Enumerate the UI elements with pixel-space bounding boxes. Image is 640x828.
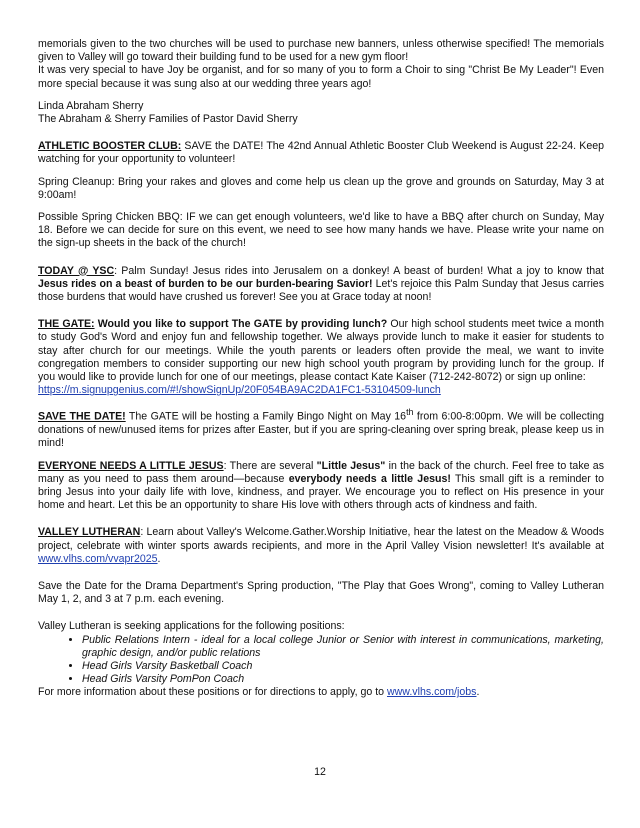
little-jesus-text-1: : There are several <box>223 459 317 472</box>
save-the-date-paragraph <box>38 406 604 450</box>
the-gate-text: Our high school students meet twice a month to study God's Word and enjoy fun and fellowship together. We always provide lunch to make it easier for students to stay after church for our meetings. While the youth parents or leaders often provide the meal, we want to invite congregation members to consider supporting our new high school youth program by providing lunch for the group. If you would like to provide lunch for one of our meetings, please contact Kate Kaiser (712-242-8072) or sign up online: <box>38 318 605 384</box>
drama-paragraph: Save the Date for the Drama Department's Spring production, "The Play that Goes Wrong", coming to Valley Lutheran May 1, 2, and 3 at 7 p.m. each evening. <box>38 580 604 606</box>
little-jesus-text-2: in the back of the church. Feel free to take as many as you need to pass them around—because <box>38 459 604 485</box>
position-item: • Public Relations Intern - ideal for a local college Junior or Senior with interest in communications, marketing, graphic design, and/or public relations <box>82 634 604 660</box>
ysc-paragraph <box>38 265 604 305</box>
signup-genius-link[interactable]: https://m.signupgenius.com/#!/showSignUp/20F054BA9AC2DA1FC1-53104509-lunch <box>38 384 441 397</box>
newsletter-page <box>38 38 604 700</box>
chicken-bbq-paragraph: Possible Spring Chicken BBQ: IF we can get enough volunteers, we'd like to have a BBQ after church on Sunday, May 18. Before we can decide for sure on this event, we need to see how many hands we have. Please write your name on the sign-up sheets in the back of the church! <box>38 211 604 250</box>
save-the-date-text-2: from 6:00-8:00pm. We will be collecting donations of new/unused items for prizes after Easter, but if you are spring-cleaning over spring break, please keep us in mind! <box>38 411 604 450</box>
signature-line-1: Linda Abraham Sherry <box>38 99 144 112</box>
the-gate-heading: THE GATE: <box>38 318 95 331</box>
jobs-link[interactable]: www.vlhs.com/jobs <box>387 686 477 699</box>
ysc-bold-text: Jesus rides on a beast of burden to be our burden-bearing Savior! <box>38 277 373 290</box>
athletic-booster-heading: ATHLETIC BOOSTER CLUB: <box>38 140 182 153</box>
spring-cleanup-paragraph: Spring Cleanup: Bring your rakes and gloves and come help us clean up the grove and grounds on Saturday, May 3 at 9:00am! <box>38 175 604 201</box>
valley-lutheran-heading: VALLEY LUTHERAN <box>38 526 141 539</box>
more-info-end: . <box>476 686 480 699</box>
signup-link-line <box>38 384 604 397</box>
valley-lutheran-text-2: . <box>157 552 161 565</box>
signature-line-2: The Abraham & Sherry Families of Pastor David Sherry <box>38 113 298 126</box>
save-the-date-heading: SAVE THE DATE! <box>38 411 126 423</box>
positions-intro: Valley Lutheran is seeking applications for the following positions: <box>38 620 345 633</box>
ysc-text-1: : Palm Sunday! Jesus rides into Jerusalem on a donkey! A beast of burden! What a joy to know that <box>114 264 604 277</box>
valley-vision-link[interactable]: www.vlhs.com/vvapr2025 <box>38 552 158 565</box>
ordinal-suffix: th <box>406 407 414 418</box>
more-info-text: For more information about these positions or for directions to apply, go to <box>38 686 387 699</box>
the-gate-paragraph <box>38 318 604 384</box>
position-item: • Head Girls Varsity PomPon Coach <box>82 673 604 686</box>
position-item: • Head Girls Varsity Basketball Coach <box>82 660 604 673</box>
intro-paragraph: memorials given to the two churches will be used to purchase new banners, unless otherwise specified! The memorials given to Valley will go toward their building fund to be used for a new gym floor! <box>38 38 604 64</box>
little-jesus-paragraph <box>38 460 604 513</box>
little-jesus-heading: EVERYONE NEEDS A LITTLE JESUS <box>38 459 224 472</box>
more-info-paragraph <box>38 686 604 699</box>
the-gate-bold-question: Would you like to support The GATE by providing lunch? <box>94 318 388 331</box>
little-jesus-bold-1: "Little Jesus" <box>316 459 386 472</box>
valley-lutheran-text-1: : Learn about Valley's Welcome.Gather.Worship Initiative, hear the latest on the Meadow & Woods project, celebrate with winter sports awards recipients, and more in the April Valley Vision newsletter! It's available at <box>38 526 604 552</box>
athletic-booster-paragraph <box>38 140 604 166</box>
page-number: 12 <box>314 766 326 778</box>
ysc-text-2: Let's rejoice this Palm Sunday that Jesus carries those burdens that would have crushed us forever! See you at Grace today at noon! <box>38 277 604 304</box>
ysc-heading: TODAY @ YSC <box>38 264 115 277</box>
athletic-booster-text: SAVE the DATE! The 42nd Annual Athletic Booster Club Weekend is August 22-24. Keep watching for your opportunity to volunteer! <box>38 140 604 166</box>
little-jesus-bold-2: everybody needs a little Jesus! <box>288 472 451 485</box>
little-jesus-text-3: This small gift is a reminder to bring Jesus into your daily life with love, kindness, and prayer. We encourage you to reflect on His presence in your home and heart. Let this be an opportunity to share His love with others through acts of kindness and faith. <box>38 472 604 512</box>
save-the-date-text-1: The GATE will be hosting a Family Bingo Night on May 16 <box>125 411 407 423</box>
intro-paragraph-2: It was very special to have Joy be organist, and for so many of you to form a Choir to sing "Christ Be My Leader"! Even more special because it was sung also at our wedding three years ago! <box>38 64 604 90</box>
valley-lutheran-paragraph <box>38 526 604 566</box>
positions-list <box>38 634 604 687</box>
